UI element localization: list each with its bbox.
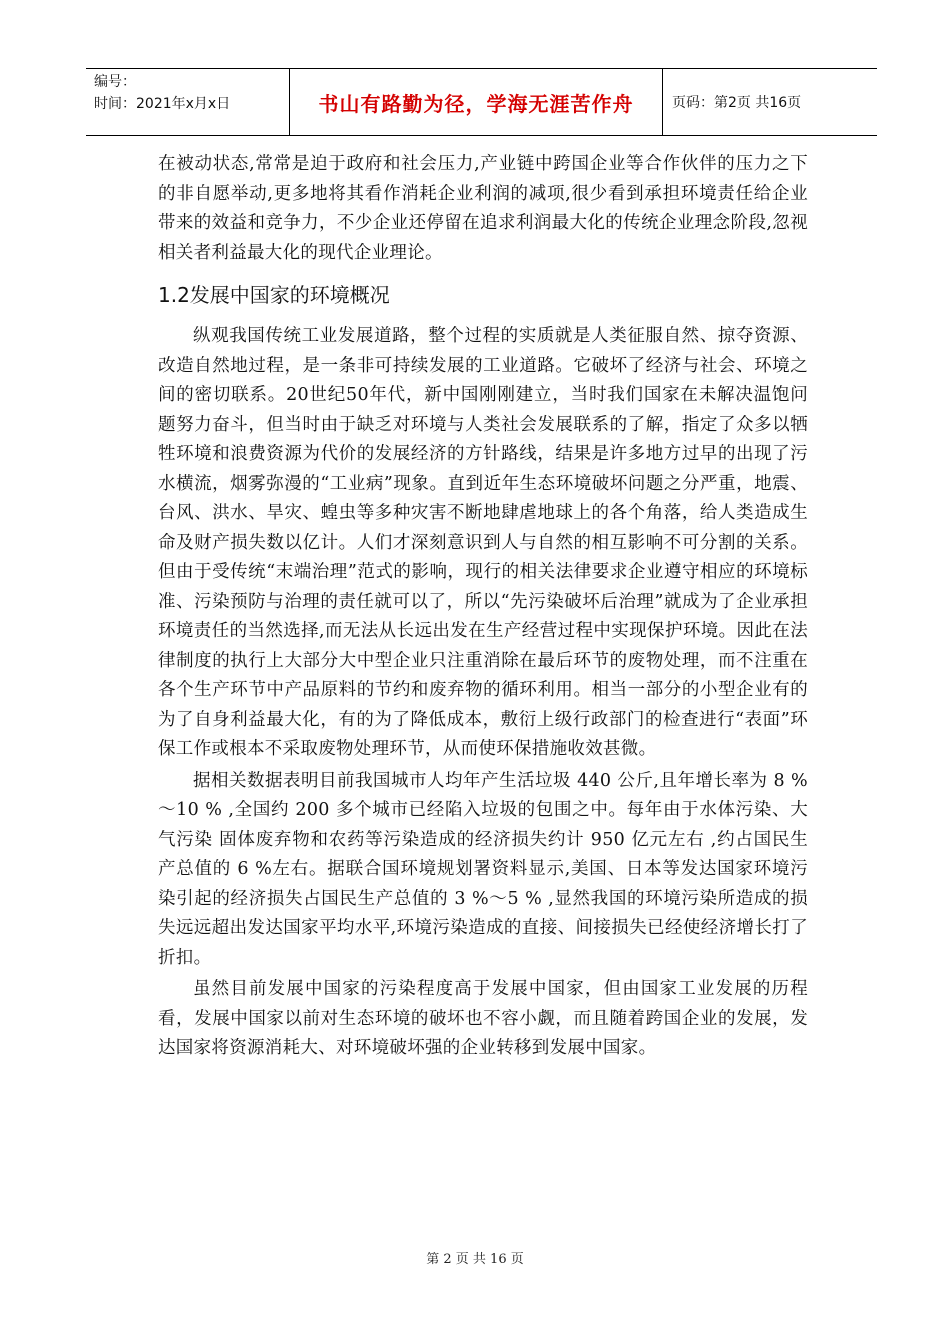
paragraph-industrial-history: 纵观我国传统工业发展道路，整个过程的实质就是人类征服自然、掠夺资源、改造自然地过程，是一条非可持续发展的工业道路。它破坏了经济与社会、环境之间的密切联系。20世纪50年代，新中国刚刚建立，当时我们国家在未解决温饱问题努力奋斗，但当时由于缺乏对环境与人类社会发展联系的了解，指定了众多以牺牲环境和浪费资源为代价的发展经济的方针路线，结果是许多地方过早的出现了污水横流，烟雾弥漫的“工业病”现象。直到近年生态环境破坏问题之分严重，地震、台风、洪水、旱灾、蝗虫等多种灾害不断地肆虐地球上的各个角落，给人类造成生命及财产损失数以亿计。人们才深刻意识到人与自然的相互影响不可分割的关系。但由于受传统“末端治理”范式的影响，现行的相关法律要求企业遵守相应的环境标准、污染预防与治理的责任就可以了，所以“先污染破坏后治理”就成为了企业承担环境责任的当然选择,而无法从长远出发在生产经营过程中实现保护环境。因此在法律制度的执行上大部分大中型企业只注重消除在最后环节的废物处理，而不注重在各个生产环节中产品原料的节约和废弃物的循环利用。相当一部分的小型企业有的为了自身利益最大化，有的为了降低成本，敷衍上级行政部门的检查进行“表面”环保工作或根本不采取废物处理环节，从而使环保措施收效甚微。	[158, 326, 808, 759]
header-motto: 书山有路勤为径，学海无涯苦作舟	[289, 69, 663, 135]
section-heading: 1.2发展中国家的环境概况	[158, 283, 390, 307]
time-label: 时间：2021年x月x日	[94, 96, 231, 112]
paragraph-pollution-data: 据相关数据表明目前我国城市人均年产生活垃圾 440 公斤,且年增长率为 8 %～10 % ,全国约 200 多个城市已经陷入垃圾的包围之中。每年由于水体污染、大气污染 固体废弃物和农药等污染造成的经济损失约计 950 亿元左右 ,约占国民生产总值的 6 %左右。据联合国环境规划署资料显示,美国、日本等发达国家环境污染引起的经济损失占国民生产总值的 3 %～5 % ,显然我国的环境污染所造成的损失远远超出发达国家平均水平,环境污染造成的直接、间接损失已经使经济增长打了折扣。	[158, 770, 808, 968]
header-meta	[94, 71, 289, 115]
page-header	[86, 68, 877, 136]
page-footer: 第 2 页 共 16 页	[426, 1252, 524, 1267]
number-label: 编号：	[94, 74, 136, 90]
paragraph-continued: 在被动状态,常常是迫于政府和社会压力,产业链中跨国企业等合作伙伴的压力之下的非自愿举动,更多地将其看作消耗企业利润的减项,很少看到承担环境责任给企业带来的效益和竞争力，不少企业还停留在追求利润最大化的传统企业理念阶段,忽视相关者利益最大化的现代企业理论。	[158, 154, 808, 263]
header-page-label: 页码：第2页 共16页	[672, 95, 802, 111]
paragraph-developing-countries: 虽然目前发展中国家的污染程度高于发展中国家，但由国家工业发展的历程看，发展中国家以前对生态环境的破坏也不容小觑，而且随着跨国企业的发展，发达国家将资源消耗大、对环境破坏强的企业转移到发展中国家。	[158, 979, 808, 1058]
document-body	[158, 150, 808, 1064]
